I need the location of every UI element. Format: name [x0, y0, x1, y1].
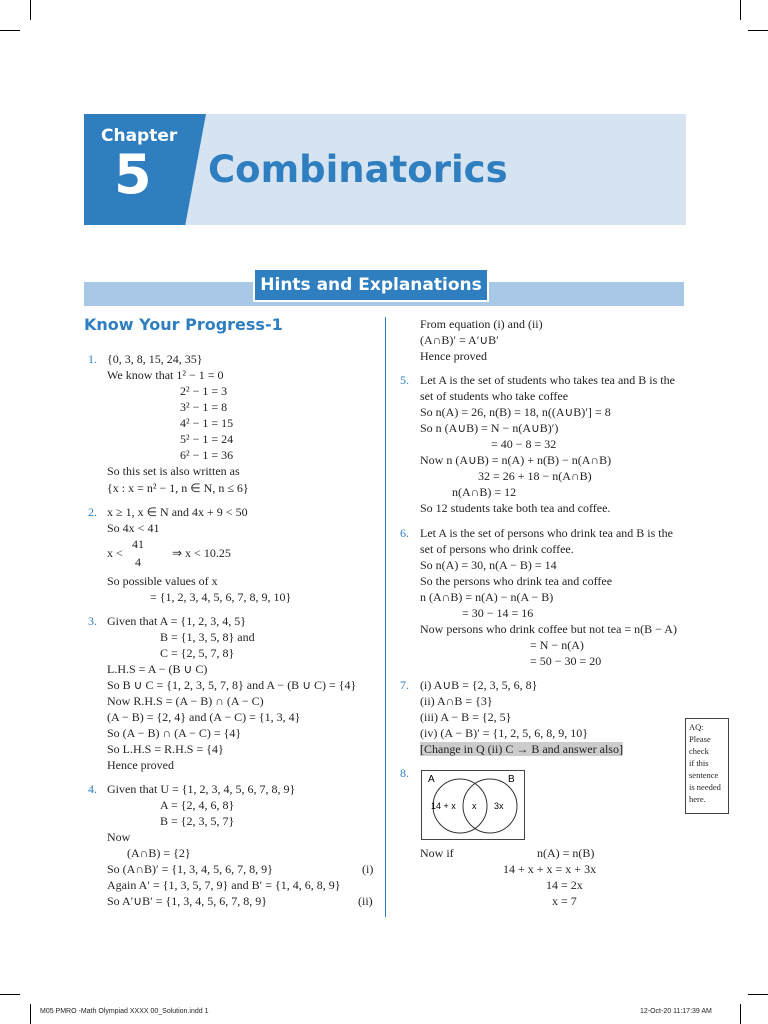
text-line: 4² − 1 = 15 [180, 416, 234, 430]
crop-mark [0, 994, 20, 995]
text-line: set of persons who drink coffee. [420, 542, 574, 556]
text-line: {0, 3, 8, 15, 24, 35} [107, 352, 203, 366]
text-line: set of students who take coffee [420, 389, 569, 403]
text-line: So the persons who drink tea and coffee [420, 574, 613, 588]
venn-label-b: B [508, 774, 515, 785]
venn-diagram [421, 770, 525, 840]
author-query-note [685, 718, 729, 814]
text-line: From equation (i) and (ii) [420, 317, 543, 331]
text-line: Let A is the set of persons who drink tea and B is the [420, 526, 673, 540]
text-line: = 50 − 30 = 20 [530, 654, 602, 668]
aq-note-line: sentence [689, 770, 719, 780]
aq-note-line: Please [689, 734, 711, 744]
item-number: 3. [88, 614, 97, 628]
item-number: 7. [400, 678, 409, 692]
text-line: x = 7 [552, 894, 577, 908]
aq-note-line: if this [689, 758, 709, 768]
chapter-title: Combinatorics [208, 148, 508, 191]
item-number: 5. [400, 373, 409, 387]
text-line: Let A is the set of students who takes tea and B is the [420, 373, 675, 387]
crop-mark [740, 1004, 741, 1024]
text-line: (A∩B) = {2} [127, 846, 191, 860]
crop-mark [0, 30, 20, 31]
text-line: Now persons who drink coffee but not tea = n(B − A) [420, 622, 677, 636]
text-line: So (A − B) ∩ (A − C) = {4} [107, 726, 242, 740]
aq-note-line: here. [689, 794, 706, 804]
text-line: 41 [132, 537, 144, 551]
text-line: So this set is also written as [107, 464, 240, 478]
aq-note-line: is needed [689, 782, 721, 792]
text-line: 4 [135, 555, 141, 569]
text-line: So 4x < 41 [107, 521, 160, 535]
text-line: Given that U = {1, 2, 3, 4, 5, 6, 7, 8, 9} [107, 782, 296, 796]
text-line: We know that 1² − 1 = 0 [107, 368, 224, 382]
text-line: x ≥ 1, x ∈ N and 4x + 9 < 50 [107, 505, 248, 519]
text-line: So n (A∪B) = N − n(A∪B)′) [420, 421, 559, 435]
text-line: (iii) A − B = {2, 5} [420, 710, 512, 724]
text-line: (i) A∪B = {2, 3, 5, 6, 8} [420, 678, 538, 692]
banner-title: Hints and Explanations [253, 268, 489, 302]
footer-timestamp: 12-Oct-20 11:17:39 AM [640, 1008, 712, 1015]
text-line: Now if [420, 846, 454, 860]
text-line: Given that A = {1, 2, 3, 4, 5} [107, 614, 246, 628]
text-line: n(A∩B) = 12 [452, 485, 517, 499]
item-number: 8. [400, 766, 409, 780]
text-line: [Change in Q (ii) C → B and answer also] [420, 742, 623, 756]
text-line: A = {2, 4, 6, 8} [160, 798, 235, 812]
text-line: (i) [362, 862, 374, 876]
venn-region-right: 3x [494, 801, 504, 811]
text-line: So possible values of x [107, 574, 218, 588]
crop-mark [30, 1004, 31, 1024]
text-line: Now [107, 830, 131, 844]
text-line: (ii) [358, 894, 373, 908]
text-line: Again A′ = {1, 3, 5, 7, 9} and B′ = {1, 4, 6, 8, 9} [107, 878, 341, 892]
text-line: So n(A) = 30, n(A − B) = 14 [420, 558, 557, 572]
text-line: 14 = 2x [546, 878, 583, 892]
column-divider [385, 317, 386, 917]
item-number: 6. [400, 526, 409, 540]
venn-region-left: 14 + x [431, 801, 456, 811]
text-line: {x : x = n² − 1, n ∈ N, n ≤ 6} [107, 481, 249, 495]
text-line: So n(A) = 26, n(B) = 18, n((A∪B)′] = 8 [420, 405, 611, 419]
item-number: 2. [88, 505, 97, 519]
text-line: (ii) A∩B = {3} [420, 694, 493, 708]
text-line: ⇒ x < 10.25 [172, 546, 231, 560]
text-line: So A′∪B′ = {1, 3, 4, 5, 6, 7, 8, 9} [107, 894, 268, 908]
section-title: Know Your Progress-1 [84, 315, 283, 334]
aq-note-line: check [689, 746, 709, 756]
text-line: Hence proved [107, 758, 174, 772]
text-line: So (A∩B)′ = {1, 3, 4, 5, 6, 7, 8, 9} [107, 862, 273, 876]
text-line: 14 + x + x = x + 3x [503, 862, 597, 876]
text-line: Now n (A∪B) = n(A) + n(B) − n(A∩B) [420, 453, 612, 467]
venn-label-a: A [428, 774, 435, 785]
text-line: 3² − 1 = 8 [180, 400, 228, 414]
item-number: 1. [88, 352, 97, 366]
crop-mark [740, 0, 741, 20]
text-line: Hence proved [420, 349, 487, 363]
chapter-number: 5 [114, 143, 152, 206]
text-line: = N − n(A) [530, 638, 584, 652]
text-line: x < [107, 546, 123, 560]
crop-mark [748, 994, 768, 995]
item-number: 4. [88, 782, 97, 796]
text-line: (A − B) = {2, 4} and (A − C) = {1, 3, 4} [107, 710, 301, 724]
text-line: B = {1, 3, 5, 8} and [160, 630, 255, 644]
crop-mark [748, 30, 768, 31]
chapter-label: Chapter [101, 126, 178, 146]
text-line: 5² − 1 = 24 [180, 432, 234, 446]
crop-mark [30, 0, 31, 20]
text-line: (iv) (A − B)′ = {1, 2, 5, 6, 8, 9, 10} [420, 726, 589, 740]
text-line: 6² − 1 = 36 [180, 448, 234, 462]
text-line: (A∩B)′ = A′∪B′ [420, 333, 499, 347]
text-line: So L.H.S = R.H.S = {4} [107, 742, 224, 756]
text-line: 2² − 1 = 3 [180, 384, 228, 398]
text-line: So B ∪ C = {1, 2, 3, 5, 7, 8} and A − (B ∪ C) = {4} [107, 678, 357, 692]
text-line: n (A∩B) = n(A) − n(A − B) [420, 590, 554, 604]
venn-region-mid: x [472, 801, 477, 811]
text-line: n(A) = n(B) [537, 846, 595, 860]
aq-note-line: AQ: [689, 722, 704, 732]
text-line: C = {2, 5, 7, 8} [160, 646, 235, 660]
text-line: L.H.S = A − (B ∪ C) [107, 662, 208, 676]
text-line: = {1, 2, 3, 4, 5, 6, 7, 8, 9, 10} [150, 590, 292, 604]
footer-file: M05 PMRO -Math Olympiad XXXX 00_Solution.indd 1 [40, 1008, 209, 1015]
text-line: So 12 students take both tea and coffee. [420, 501, 611, 515]
text-line: = 40 − 8 = 32 [491, 437, 557, 451]
text-line: = 30 − 14 = 16 [462, 606, 534, 620]
text-line: 32 = 26 + 18 − n(A∩B) [478, 469, 592, 483]
text-line: Now R.H.S = (A − B) ∩ (A − C) [107, 694, 264, 708]
text-line: B = {2, 3, 5, 7} [160, 814, 235, 828]
